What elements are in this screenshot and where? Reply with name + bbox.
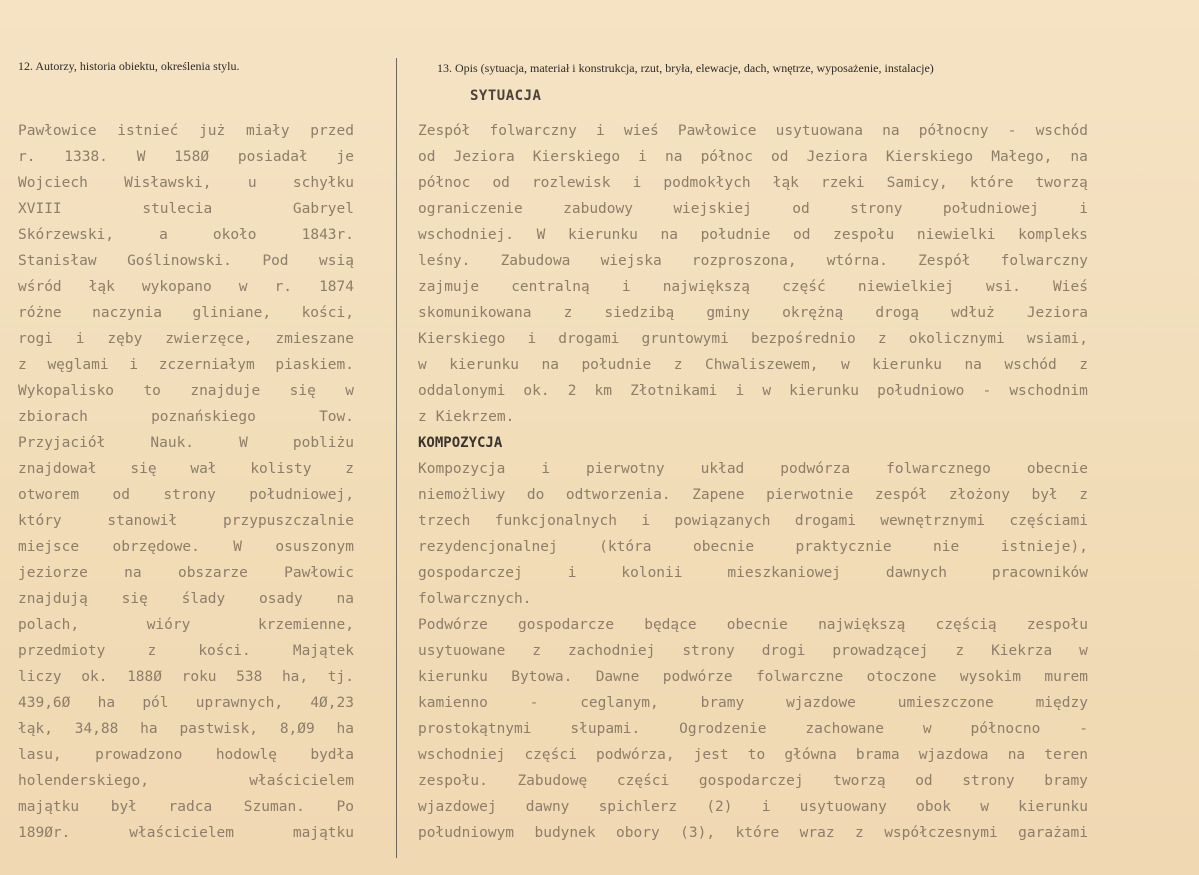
- text-line: Podwórze gospodarcze będące obecnie największą częścią zespołu: [418, 617, 1088, 633]
- text-line: 189Ør. właścicielem majątku: [18, 825, 354, 841]
- text-line: z Kiekrzem.: [418, 409, 515, 425]
- text-line: otworem od strony południowej,: [18, 487, 354, 503]
- text-line: kamienno - ceglanym, bramy wjazdowe umieszczone między: [418, 695, 1088, 711]
- text-line: r. 1338. W 158Ø posiadał je: [18, 149, 354, 165]
- history-text-column: [18, 118, 354, 846]
- text-line: lasu, prowadzono hodowlę bydła: [18, 747, 354, 763]
- text-line: miejsce obrzędowe. W osuszonym: [18, 539, 354, 555]
- section-title-kompozycja: KOMPOZYCJA: [418, 435, 503, 451]
- text-line: liczy ok. 188Ø roku 538 ha, tj.: [18, 669, 354, 685]
- text-line: Pawłowice istnieć już miały przed: [18, 123, 354, 139]
- text-line: gospodarczej i kolonii mieszkaniowej dawnych pracowników: [418, 565, 1088, 581]
- text-line: Przyjaciół Nauk. W pobliżu: [18, 435, 354, 451]
- text-line: południowym budynek obory (3), które wraz z współczesnymi garażami: [418, 825, 1088, 841]
- text-line: Wojciech Wisławski, u schyłku: [18, 175, 354, 191]
- section-13-heading: 13. Opis (sytuacja, materiał i konstrukcja, rzut, bryła, elewacje, dach, wnętrze, wyposażenie, instalacje): [437, 61, 934, 75]
- section-12-heading: 12. Autorzy, historia obiektu, określenia stylu.: [18, 59, 240, 73]
- text-line: usytuowane z zachodniej strony drogi prowadzącej z Kiekrza w: [418, 643, 1088, 659]
- text-line: wschodniej części podwórza, jest to główna brama wjazdowa na teren: [418, 747, 1088, 763]
- text-line: z węglami i zczerniałym piaskiem.: [18, 357, 354, 373]
- text-line: rezydencjonalnej (która obecnie praktycznie nie istnieje),: [418, 539, 1088, 555]
- text-line: w kierunku na południe z Chwaliszewem, w kierunku na wschód z: [418, 357, 1088, 373]
- text-line: ograniczenie zabudowy wiejskiej od strony południowej i: [418, 201, 1088, 217]
- text-line: wschodniej. W kierunku na południe od zespołu niewielki kompleks: [418, 227, 1088, 243]
- text-line: jeziorze na obszarze Pawłowic: [18, 565, 354, 581]
- description-text-column: [418, 118, 1088, 846]
- text-line: Kompozycja i pierwotny układ podwórza folwarcznego obecnie: [418, 461, 1088, 477]
- text-line: znajdują się ślady osady na: [18, 591, 354, 607]
- text-line: od Jeziora Kierskiego i na północ od Jeziora Kierskiego Małego, na: [418, 149, 1088, 165]
- text-line: zespołu. Zabudowę części gospodarczej tworzą od strony bramy: [418, 773, 1088, 789]
- text-line: znajdował się wał kolisty z: [18, 461, 354, 477]
- text-line: który stanowił przypuszczalnie: [18, 513, 354, 529]
- text-line: 439,6Ø ha pól uprawnych, 4Ø,23: [18, 695, 354, 711]
- text-line: leśny. Zabudowa wiejska rozproszona, wtórna. Zespół folwarczny: [418, 253, 1088, 269]
- text-line: przedmioty z kości. Majątek: [18, 643, 354, 659]
- text-line: Stanisław Goślinowski. Pod wsią: [18, 253, 354, 269]
- text-line: zbiorach poznańskiego Tow.: [18, 409, 354, 425]
- text-line: kierunku Bytowa. Dawne podwórze folwarczne otoczone wysokim murem: [418, 669, 1088, 685]
- text-line: łąk, 34,88 ha pastwisk, 8,Ø9 ha: [18, 721, 354, 737]
- column-divider: [396, 58, 397, 858]
- text-line: Wykopalisko to znajduje się w: [18, 383, 354, 399]
- text-line: niemożliwy do odtworzenia. Zapene pierwotnie zespół złożony był z: [418, 487, 1088, 503]
- text-line: polach, wióry krzemienne,: [18, 617, 354, 633]
- text-line: zajmuje centralną i największą część niewielkiej wsi. Wieś: [418, 279, 1088, 295]
- section-title-sytuacja: SYTUACJA: [470, 88, 542, 104]
- text-line: XVIII stulecia Gabryel: [18, 201, 354, 217]
- text-line: holenderskiego, właścicielem: [18, 773, 354, 789]
- text-line: północ od rozlewisk i podmokłych łąk rzeki Samicy, które tworzą: [418, 175, 1088, 191]
- text-line: różne naczynia gliniane, kości,: [18, 305, 354, 321]
- text-line: wśród łąk wykopano w r. 1874: [18, 279, 354, 295]
- text-line: majątku był radca Szuman. Po: [18, 799, 354, 815]
- text-line: trzech funkcjonalnych i powiązanych drogami wewnętrznymi częściami: [418, 513, 1088, 529]
- text-line: Skórzewski, a około 1843r.: [18, 227, 354, 243]
- text-line: wjazdowej dawny spichlerz (2) i usytuowany obok w kierunku: [418, 799, 1088, 815]
- text-line: Kierskiego i drogami gruntowymi bezpośrednio z okolicznymi wsiami,: [418, 331, 1088, 347]
- text-line: oddalonymi ok. 2 km Złotnikami i w kierunku południowo - wschodnim: [418, 383, 1088, 399]
- text-line: folwarcznych.: [418, 591, 532, 607]
- text-line: skomunikowana z siedzibą gminy okrężną drogą wdłuż Jeziora: [418, 305, 1088, 321]
- text-line: Zespół folwarczny i wieś Pawłowice usytuowana na północny - wschód: [418, 123, 1088, 139]
- text-line: rogi i zęby zwierzęce, zmieszane: [18, 331, 354, 347]
- text-line: prostokątnymi słupami. Ogrodzenie zachowane w północno -: [418, 721, 1088, 737]
